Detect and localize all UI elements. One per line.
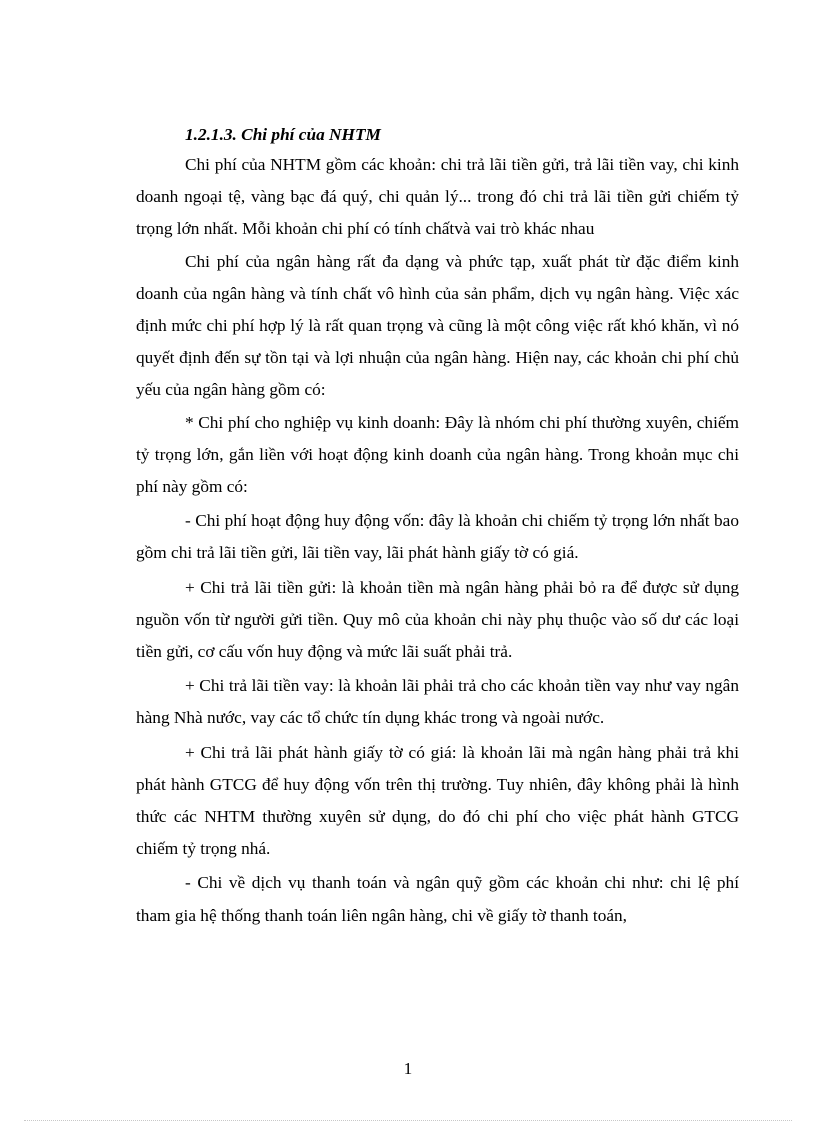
section-heading: 1.2.1.3. Chi phí của NHTM <box>185 125 381 144</box>
paragraph-expense-complexity: Chi phí của ngân hàng rất đa dạng và phức tạp, xuất phát từ đặc điểm kinh doanh của ngân hàng và tính chất vô hình của sản phẩm, dịch vụ ngân hàng. Việc xác định mức chi phí hợp lý là rất quan trọng và cũng là một công việc rất khó khăn, vì nó quyết định đến sự tồn tại và lợi nhuận của ngân hàng. Hiện nay, các khoản chi phí chủ yếu của ngân hàng gồm có: <box>136 251 739 400</box>
paragraph-payment-services-expense: - Chi về dịch vụ thanh toán và ngân quỹ gồm các khoản chi như: chi lệ phí tham gia hệ thống thanh toán liên ngân hàng, chi về giấy tờ thanh toán, <box>136 873 739 925</box>
paragraph-business-operations-expense: * Chi phí cho nghiệp vụ kinh doanh: Đây là nhóm chi phí thường xuyên, chiếm tỷ trọng lớn, gắn liền với hoạt động kinh doanh của ngân hàng. Trong khoản mục chi phí này gồm có: <box>136 412 739 497</box>
paragraph-loan-interest: + Chi trả lãi tiền vay: là khoản lãi phải trả cho các khoản tiền vay như vay ngân hàng Nhà nước, vay các tổ chức tín dụng khác trong và ngoài nước. <box>136 676 739 728</box>
page-number: 1 <box>403 1059 413 1078</box>
page-body <box>136 121 739 932</box>
page-bottom-divider <box>24 1120 792 1121</box>
paragraph-valuable-papers-interest: + Chi trả lãi phát hành giấy tờ có giá: là khoản lãi mà ngân hàng phải trả khi phát hành GTCG để huy động vốn trên thị trường. Tuy nhiên, đây không phải là hình thức các NHTM thường xuyên sử dụng, do đó chi phí cho việc phát hành GTCG chiếm tỷ trọng nhá. <box>136 742 739 859</box>
paragraph-capital-mobilization-expense: - Chi phí hoạt động huy động vốn: đây là khoản chi chiếm tỷ trọng lớn nhất bao gồm chi trả lãi tiền gửi, lãi tiền vay, lãi phát hành giấy tờ có giá. <box>136 511 739 563</box>
paragraph-expense-overview: Chi phí của NHTM gồm các khoản: chi trả lãi tiền gửi, trả lãi tiền vay, chi kinh doanh ngoại tệ, vàng bạc đá quý, chi quản lý... trong đó chi trả lãi tiền gửi chiếm tỷ trọng lớn nhất. Mỗi khoản chi phí có tính chấtvà vai trò khác nhau <box>136 155 739 239</box>
paragraph-deposit-interest: + Chi trả lãi tiền gửi: là khoản tiền mà ngân hàng phải bỏ ra để được sử dụng nguồn vốn từ người gửi tiền. Quy mô của khoản chi này phụ thuộc vào số dư các loại tiền gửi, cơ cấu vốn huy động và mức lãi suất phải trả. <box>136 577 739 662</box>
